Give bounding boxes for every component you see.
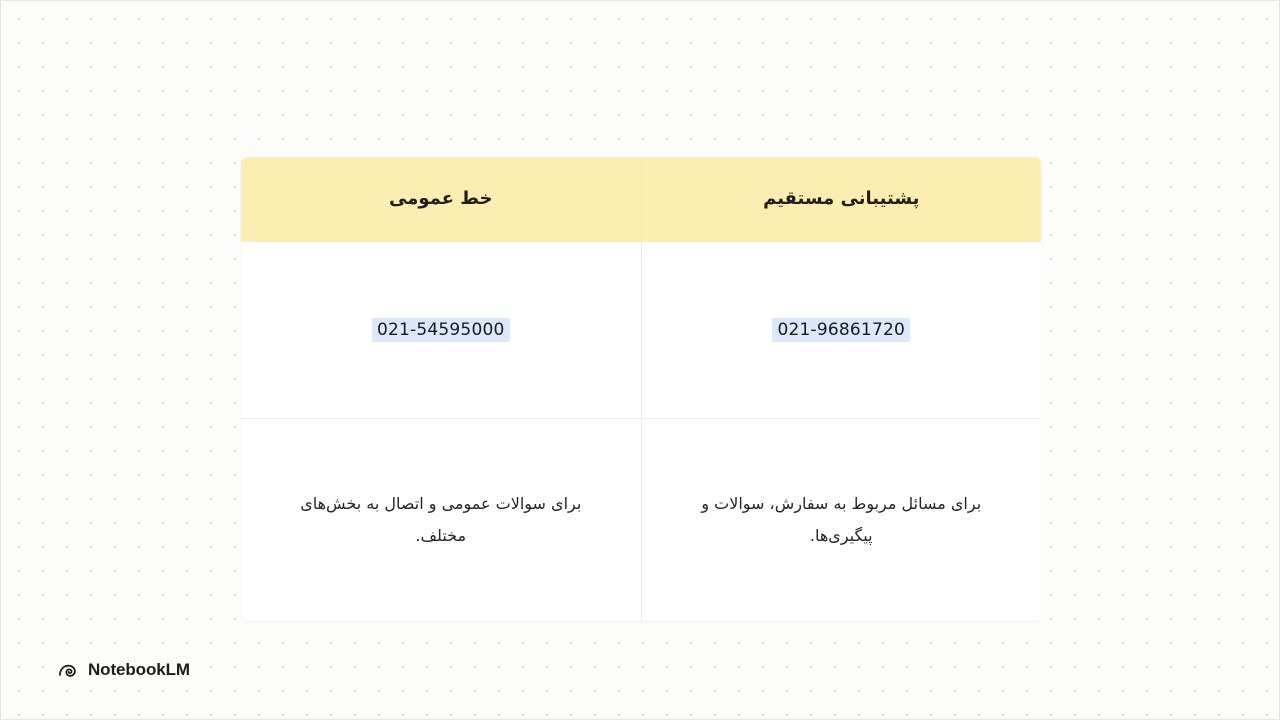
cell-description-general-line [241, 418, 641, 621]
table-header [241, 157, 1041, 241]
table-body [241, 241, 1041, 621]
cell-description-direct-support [641, 418, 1041, 621]
phone-number-general-line[interactable]: 021-54595000 [372, 318, 510, 342]
phone-number-direct-support[interactable]: 021-96861720 [772, 318, 910, 342]
contact-table [241, 157, 1041, 621]
table-header-row [241, 157, 1041, 241]
footer-branding [57, 659, 190, 681]
brand-name-label: NotebookLM [88, 660, 190, 679]
cell-phone-general-line [241, 241, 641, 418]
notebooklm-logo-icon [57, 659, 79, 681]
contact-table-container [241, 157, 1041, 621]
table-row [241, 241, 1041, 418]
table-header-direct-support: پشتیبانی مستقیم [641, 157, 1041, 241]
table-row [241, 418, 1041, 621]
cell-phone-direct-support [641, 241, 1041, 418]
description-general-line: برای سوالات عمومی و اتصال به بخش‌های مختلف. [300, 494, 582, 545]
table-header-general-line: خط عمومی [241, 157, 641, 241]
description-direct-support: برای مسائل مربوط به سفارش، سوالات و پیگیری‌ها. [701, 494, 982, 545]
